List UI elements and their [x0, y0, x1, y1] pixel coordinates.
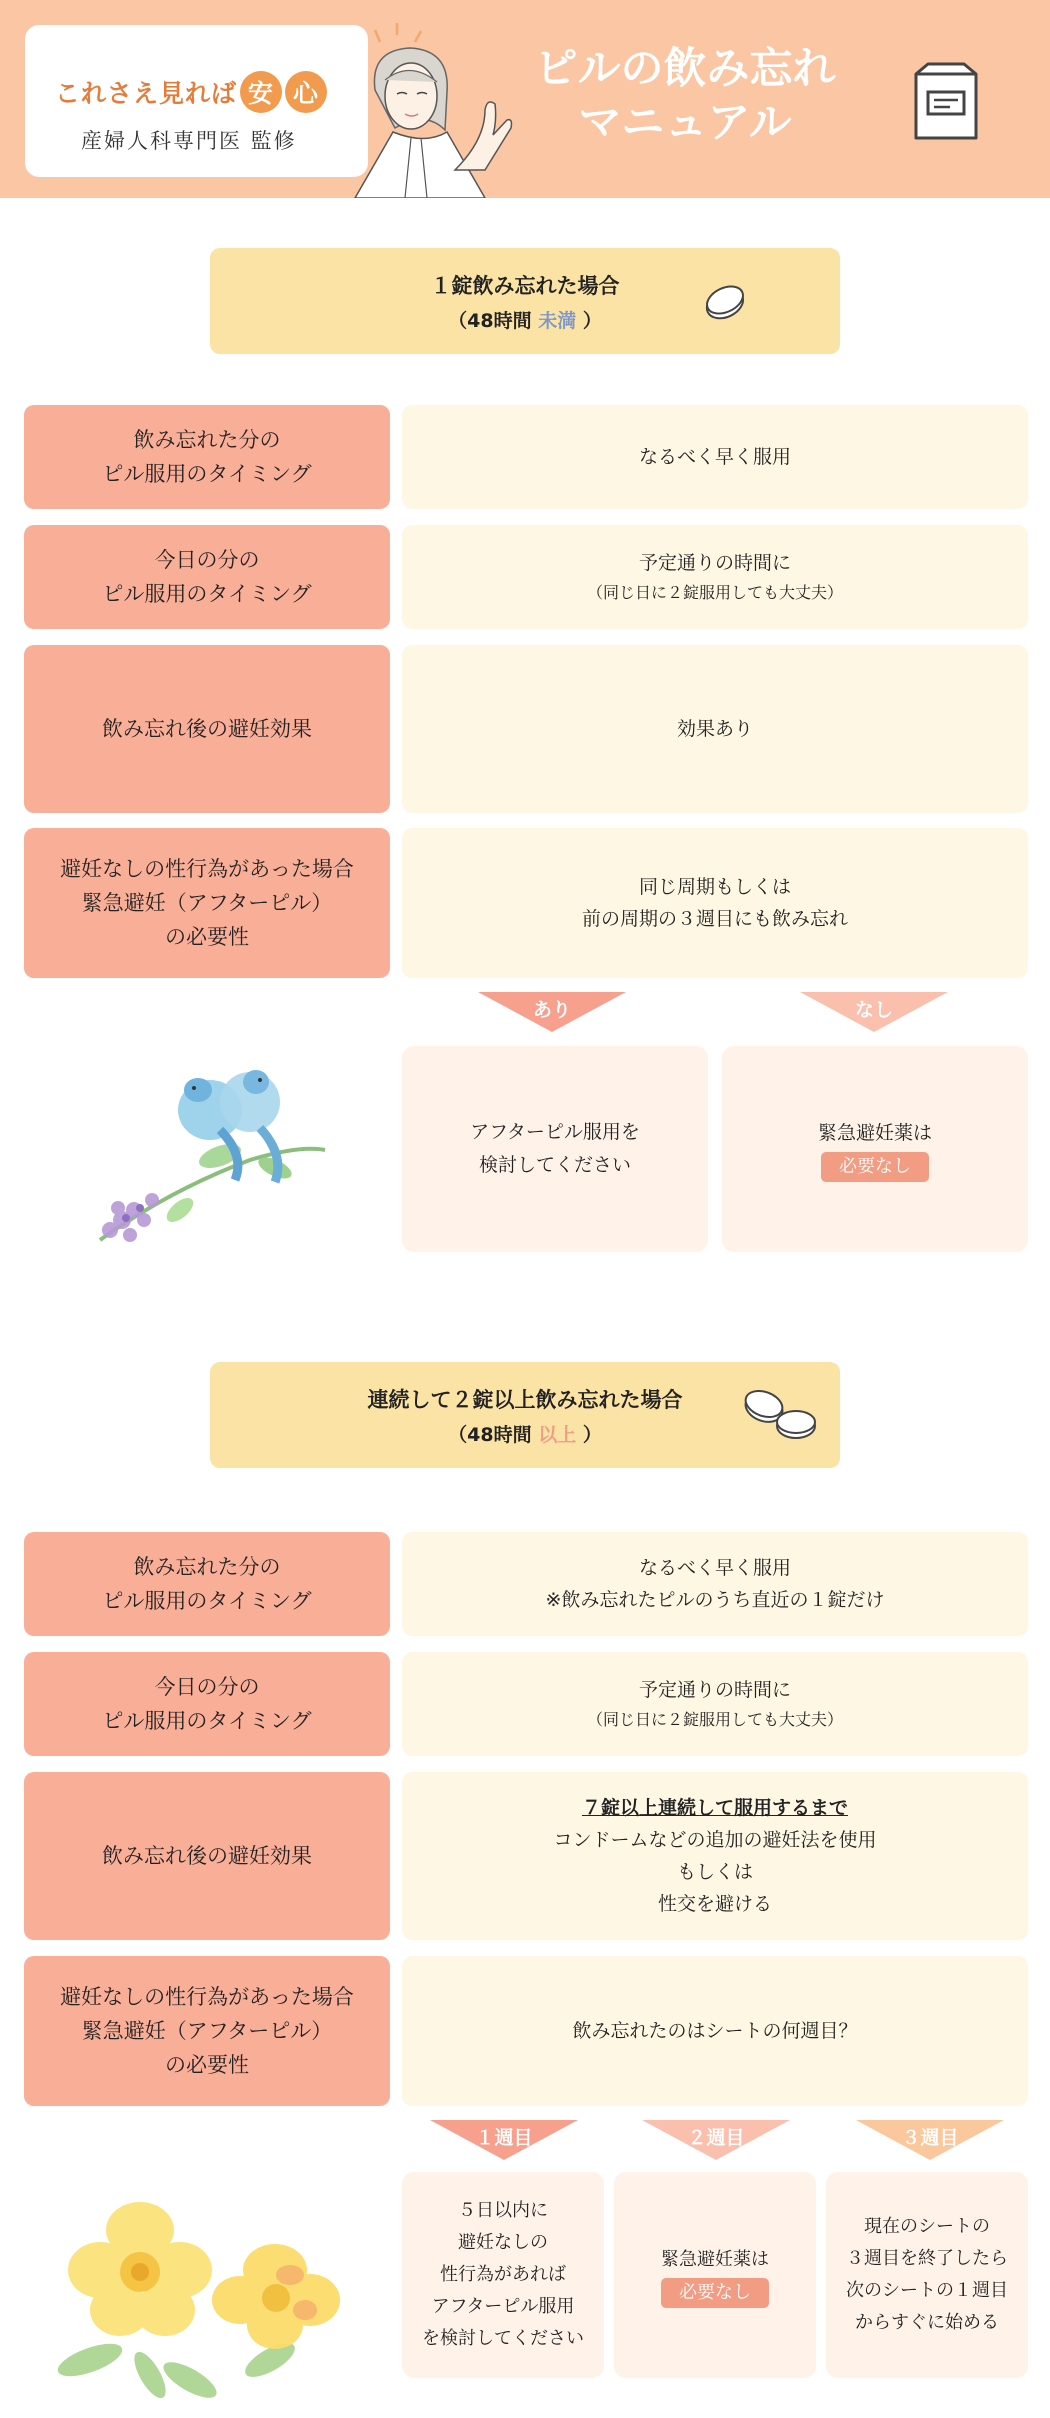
s2-row3-label-line1: 飲み忘れ後の避妊効果: [102, 1844, 312, 1868]
s1-row3-value: [402, 645, 1028, 813]
s2-row2-label-line2: ピル服用のタイミング: [102, 1709, 312, 1733]
s1-row2-label: [24, 525, 390, 629]
s1-branch-yes-line1: アフターピル服用を: [470, 1121, 640, 1143]
s1-row4-value-line1: 同じ周期もしくは: [638, 876, 791, 898]
s1-row1-label-line2: ピル服用のタイミング: [102, 462, 312, 486]
s2-row4-value: [402, 1956, 1028, 2106]
s1-row4-label-line3: の必要性: [164, 925, 249, 949]
page-title: [520, 42, 850, 150]
s2-row1-label: [24, 1532, 390, 1636]
brand-tagline-text: これさえ見れば: [55, 79, 238, 108]
s2-row3-value-line2: もしくは: [676, 1861, 753, 1883]
section1-title-close: ）: [576, 310, 602, 332]
s1-row1-label: [24, 405, 390, 509]
s1-row4-label-line2: 緊急避妊（アフターピル）: [81, 891, 333, 915]
s1-row3-label-line1: 飲み忘れ後の避妊効果: [102, 717, 312, 741]
page-title-line2: マニュアル: [578, 98, 792, 148]
s1-row4-value: [402, 828, 1028, 978]
brand-tagline: [55, 71, 327, 113]
s2-branch-week3-tag-text: ３週目: [901, 2127, 959, 2149]
s2-row1-value-line2: ※飲み忘れたピルのうち直近の１錠だけ: [545, 1589, 885, 1611]
s2-row3-value-emphasis: ７錠以上連続して服用するまで: [581, 1797, 848, 1819]
s2-branch-week2-tag-text: ２週目: [687, 2127, 745, 2149]
s1-branch-no-tag: [800, 992, 948, 1032]
s2-branch-week3-tag: [856, 2120, 1004, 2160]
s1-branch-yes-line2: 検討してください: [478, 1154, 631, 1176]
section2-title-close: ）: [576, 1424, 602, 1446]
section1-title-open: （48時間: [448, 310, 539, 332]
s1-branch-yes-tag: [478, 992, 626, 1032]
s2-week1-line5: を検討してください: [422, 2328, 584, 2349]
s2-row4-label-line3: の必要性: [164, 2053, 249, 2077]
s2-week2-line1: 緊急避妊薬は: [661, 2248, 769, 2270]
section2-title-line1: 連続して２錠以上飲み忘れた場合: [367, 1388, 683, 1412]
s2-row1-value-line1: なるべく早く服用: [638, 1557, 791, 1579]
s2-branch-week2-result: [614, 2172, 816, 2378]
s1-branch-no-result: [722, 1046, 1028, 1252]
s1-branch-yes-result: [402, 1046, 708, 1252]
s1-row3-value-line1: 効果あり: [676, 718, 753, 740]
section2-title-open: （48時間: [448, 1424, 539, 1446]
s2-row2-label-line1: 今日の分の: [154, 1675, 260, 1699]
s1-row1-value: [402, 405, 1028, 509]
s2-row3-label: [24, 1772, 390, 1940]
s2-branch-week1-tag: [430, 2120, 578, 2160]
s2-row4-label-line1: 避妊なしの性行為があった場合: [60, 1985, 354, 2009]
s2-row4-label-line2: 緊急避妊（アフターピル）: [81, 2019, 333, 2043]
s2-week3-line2: ３週目を終了したら: [846, 2248, 1008, 2269]
s2-row2-value-line1: 予定通りの時間に: [638, 1679, 791, 1701]
s2-week1-line4: アフターピル服用: [431, 2296, 575, 2317]
s1-row1-value-line1: なるべく早く服用: [638, 446, 791, 468]
pill-icon: [700, 282, 750, 322]
s1-row2-value-line1: 予定通りの時間に: [638, 552, 791, 574]
s1-branch-no-tag-text: なし: [854, 999, 893, 1021]
yellow-flowers-illustration: [40, 2160, 360, 2400]
s2-not-needed-badge: 必要なし: [661, 2278, 769, 2308]
s2-row3-value-line3: 性交を避ける: [657, 1893, 772, 1915]
doctor-illustration: [335, 20, 515, 198]
s1-row2-label-line1: 今日の分の: [154, 548, 260, 572]
s1-branch-yes-tag-text: あり: [532, 999, 571, 1021]
s2-row4-label: [24, 1956, 390, 2106]
s1-row4-label: [24, 828, 390, 978]
brand-card: [25, 25, 368, 177]
s1-row4-label-line1: 避妊なしの性行為があった場合: [60, 857, 354, 881]
s2-week3-line4: からすぐに始める: [855, 2312, 999, 2333]
s2-branch-week1-result: [402, 2172, 604, 2378]
s2-row1-label-line1: 飲み忘れた分の: [133, 1555, 281, 1579]
s2-branch-week3-result: [826, 2172, 1028, 2378]
s1-row2-value-note: （同じ日に２錠服用しても大丈夫）: [586, 583, 843, 602]
s1-row4-value-line2: 前の周期の３週目にも飲み忘れ: [581, 908, 848, 930]
s2-row3-value: [402, 1772, 1028, 1940]
s2-row2-label: [24, 1652, 390, 1756]
s1-not-needed-badge: 必要なし: [821, 1152, 929, 1182]
s2-week1-line1: ５日以内に: [458, 2200, 548, 2221]
supervisor-label: 産婦人科専門医 監修: [81, 129, 297, 153]
s2-row4-value-line1: 飲み忘れたのはシートの何週目？: [572, 2020, 858, 2042]
s2-row1-value: [402, 1532, 1028, 1636]
s1-row2-label-line2: ピル服用のタイミング: [102, 582, 312, 606]
s2-branch-week1-tag-text: １週目: [475, 2127, 533, 2149]
two-pills-icon: [740, 1384, 820, 1444]
s2-row2-value: [402, 1652, 1028, 1756]
brand-circle-2: 心: [285, 71, 327, 113]
s2-week3-line1: 現在のシートの: [864, 2216, 990, 2237]
s2-week1-line2: 避妊なしの: [458, 2232, 548, 2253]
s2-row1-label-line2: ピル服用のタイミング: [102, 1589, 312, 1613]
s1-row3-label: [24, 645, 390, 813]
s2-row2-value-note: （同じ日に２錠服用しても大丈夫）: [586, 1710, 843, 1729]
s2-week3-line3: 次のシートの１週目: [846, 2280, 1008, 2301]
s1-branch-no-line1: 緊急避妊薬は: [817, 1121, 932, 1144]
brand-circle-1: 安: [240, 71, 282, 113]
page-header: [0, 0, 1050, 198]
s1-row1-label-line1: 飲み忘れた分の: [133, 428, 281, 452]
section2-title-highlight: 以上: [538, 1424, 577, 1446]
section1-title-line1: １錠飲み忘れた場合: [430, 274, 620, 298]
section1-title-highlight: 未満: [538, 310, 577, 332]
paper-bag-icon: [910, 62, 982, 142]
s1-row2-value: [402, 525, 1028, 629]
s2-week1-line3: 性行為があれば: [440, 2264, 566, 2285]
s2-branch-week2-tag: [642, 2120, 790, 2160]
birds-on-branch-illustration: [70, 1050, 340, 1250]
page-title-line1: ピルの飲み忘れ: [534, 44, 836, 94]
s2-row3-value-line1: コンドームなどの追加の避妊法を使用: [553, 1829, 877, 1851]
